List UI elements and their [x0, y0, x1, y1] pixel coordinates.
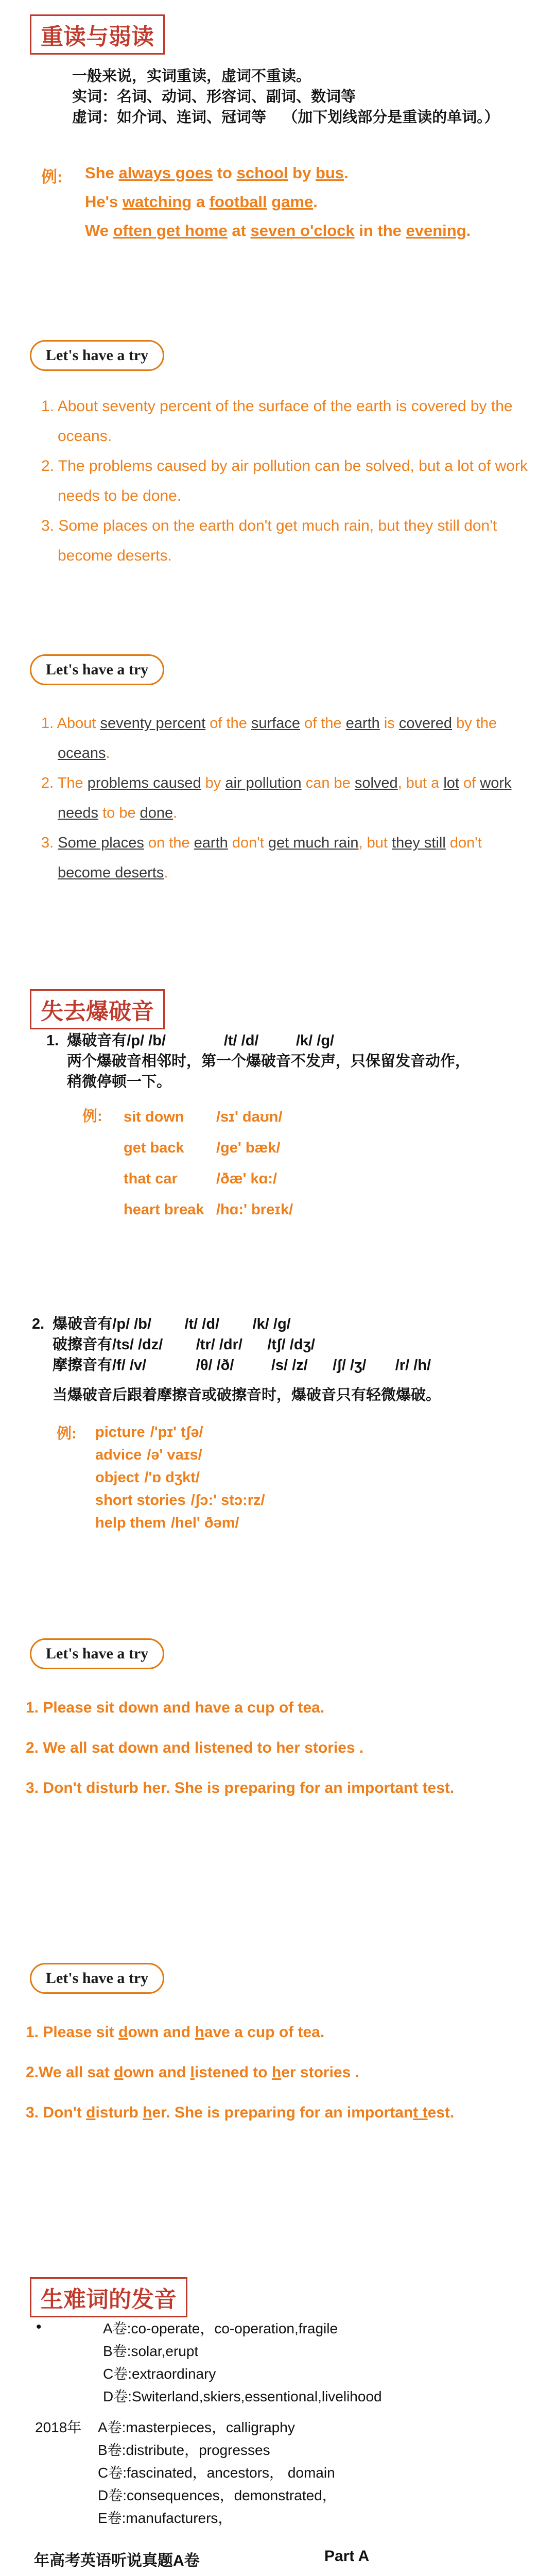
text-segment: 2.We all sat	[26, 2064, 114, 2081]
stressed-word: they still	[392, 835, 446, 851]
stress-examples	[85, 159, 471, 245]
example-word: advice	[95, 1447, 142, 1463]
exam-label: B卷:	[103, 2343, 131, 2359]
example-word: that car	[124, 1171, 178, 1187]
exam-words: fascinated，ancestors， domain	[127, 2465, 335, 2481]
stressed-word: problems caused	[87, 775, 201, 791]
text-segment: 1. About	[41, 715, 100, 732]
stressed-word: seventy percent	[100, 715, 206, 732]
exam-words: solar,erupt	[131, 2343, 199, 2359]
exam-row	[98, 2484, 337, 2507]
example-ipa: /hel' ðəm/	[170, 1515, 239, 1531]
text-segment: est.	[427, 2104, 455, 2121]
phonetic-example	[95, 1421, 265, 1444]
example-word: heart break	[124, 1201, 204, 1218]
text-segment: er. She is preparing for an importan	[152, 2104, 413, 2121]
text-segment: by	[288, 164, 316, 182]
slide-try-4	[0, 1953, 556, 2184]
exam-row	[103, 2385, 382, 2408]
rule-line: 虚词：如介词、连词、冠词等 （加下划线部分是重读的单词。）	[72, 109, 499, 126]
text-segment: 2. The	[41, 775, 88, 791]
try-list	[41, 392, 535, 571]
text-segment: don't	[445, 835, 482, 851]
lets-try-pill: Let's have a try	[30, 654, 164, 685]
text-segment: .	[313, 193, 318, 211]
list-item	[26, 2017, 520, 2048]
stressed-word: lot	[443, 775, 459, 791]
list-item: 3. Some places on the earth don't get much rain, but they still don't become deserts.	[41, 517, 497, 564]
text-segment: 3. Don't	[26, 2104, 86, 2121]
exam-label: E卷:	[98, 2510, 126, 2526]
example-word: picture	[95, 1424, 145, 1440]
exam-words: extraordinary	[132, 2366, 216, 2382]
text-segment: .	[106, 745, 110, 761]
exam-row	[103, 2340, 382, 2363]
list-item	[41, 708, 535, 768]
exam-row	[103, 2363, 382, 2385]
example-label: 例:	[41, 168, 63, 186]
example-ipa: /ge' bæk/	[216, 1140, 281, 1156]
stressed-word: earth	[194, 835, 228, 851]
phonetic-example	[95, 1489, 265, 1512]
stressed-word: d	[86, 2104, 96, 2121]
text-segment: by	[201, 775, 225, 791]
exam-words: masterpieces，calligraphy	[126, 2419, 295, 2435]
stressed-word: oceans	[58, 745, 106, 761]
slide-title: 重读与弱读	[30, 14, 165, 55]
stressed-word: game	[271, 193, 314, 211]
text-segment: can be	[301, 775, 355, 791]
text-segment: on the	[144, 835, 194, 851]
example-word: object	[95, 1469, 140, 1486]
list-item	[26, 2097, 520, 2128]
text-segment: 3.	[41, 835, 58, 851]
example-word: help them	[95, 1515, 166, 1531]
stressed-word: seven o'clock	[250, 222, 355, 240]
stressed-word: watching	[122, 193, 192, 211]
plosive-examples-1	[124, 1101, 293, 1225]
exam-label: D卷:	[103, 2388, 132, 2404]
try-list-marked	[26, 2017, 520, 2128]
list-item: 2. We all sat down and listened to her stories .	[26, 1739, 364, 1756]
text-segment	[267, 193, 272, 211]
text-segment: to be	[98, 805, 140, 821]
text-segment: to	[213, 164, 237, 182]
stressed-word: surface	[251, 715, 301, 732]
stressed-word: school	[236, 164, 288, 182]
exam-label: C卷:	[103, 2366, 132, 2382]
stressed-word: Some places	[58, 835, 144, 851]
example-word: sit down	[124, 1109, 184, 1125]
list-item: 1. Please sit down and have a cup of tea.	[26, 1699, 325, 1716]
text-segment: isturb	[95, 2104, 143, 2121]
stressed-word: often get home	[113, 222, 228, 240]
stressed-word: l	[190, 2064, 195, 2081]
exam-row	[98, 2462, 337, 2484]
slide-title: 失去爆破音	[30, 989, 165, 1029]
exam-words: co-operate，co-operation,fragile	[131, 2320, 338, 2336]
exam-label: A卷:	[98, 2419, 126, 2435]
text-segment: We	[85, 222, 113, 240]
text-segment: of the	[205, 715, 251, 732]
stressed-word: h	[195, 2024, 204, 2041]
stressed-word: earth	[345, 715, 380, 732]
year-label: 2018年	[35, 2419, 82, 2435]
stressed-word: always goes	[118, 164, 213, 182]
exam-label: D卷:	[98, 2487, 127, 2503]
example-sentence	[85, 159, 471, 188]
slide-title: 生难词的发音	[30, 2277, 187, 2317]
slide-try-1	[0, 330, 556, 639]
text-segment: istened to	[194, 2064, 272, 2081]
rule-line: 一般来说，实词重读，虚词不重读。	[72, 68, 311, 84]
text-segment: .	[164, 865, 168, 881]
example-word: short stories	[95, 1492, 186, 1509]
text-segment: She	[85, 164, 119, 182]
stressed-word: done	[140, 805, 173, 821]
list-item	[41, 768, 535, 828]
lets-try-pill: Let's have a try	[30, 1638, 164, 1669]
stressed-word: h	[143, 2104, 152, 2121]
bullet: •	[36, 2318, 42, 2335]
example-ipa: /'pɪ' tʃə/	[150, 1424, 203, 1440]
stressed-word: bus	[315, 164, 344, 182]
list-item: 1. About seventy percent of the surface of the earth is covered by the oceans.	[41, 398, 513, 445]
text-segment: , but a	[397, 775, 444, 791]
try-list-marked	[41, 708, 535, 888]
exam-words: Switerland,skiers,essentional,livelihood	[132, 2388, 382, 2404]
text-segment: at	[227, 222, 251, 240]
exam-words: distribute，progresses	[126, 2442, 270, 2458]
slide-try-3	[0, 1628, 556, 1896]
text-segment: is	[379, 715, 399, 732]
slide-stress	[0, 0, 556, 289]
example-ipa: /hɑ:' breɪk/	[216, 1201, 293, 1218]
example-sentence	[85, 188, 471, 216]
text-segment: He's	[85, 193, 123, 211]
text-segment: .	[344, 164, 349, 182]
phonetic-example	[124, 1163, 293, 1194]
try-list	[26, 1692, 520, 1804]
example-label: 例:	[82, 1108, 102, 1125]
text-segment: of	[459, 775, 480, 791]
list-item: 3. Don't disturb her. She is preparing for an important test.	[26, 1780, 455, 1797]
text-segment: a	[192, 193, 210, 211]
exam-word-list	[103, 2317, 382, 2408]
text-segment: ave a cup of tea.	[204, 2024, 325, 2041]
example-sentence	[85, 216, 471, 245]
slide-try-2	[0, 644, 556, 953]
exam-row	[98, 2507, 337, 2530]
exam-words: consequences，demonstrated，	[127, 2487, 337, 2503]
example-label: 例:	[57, 1426, 77, 1442]
example-ipa: /'ɒ dʒkt/	[144, 1469, 200, 1486]
phonetic-example	[124, 1101, 293, 1132]
list-item	[26, 2057, 520, 2088]
text-segment: in the	[354, 222, 406, 240]
stress-rules	[72, 66, 535, 128]
plosive-examples-2	[95, 1421, 265, 1534]
example-ipa: /ðæ' kɑ:/	[216, 1171, 277, 1187]
exam-label: C卷:	[98, 2465, 127, 2481]
text-segment: .	[466, 222, 471, 240]
phonetic-example	[124, 1132, 293, 1163]
lets-try-pill: Let's have a try	[30, 1963, 164, 1994]
slide-difficult-words	[0, 2267, 556, 2576]
exam-label: B卷:	[98, 2442, 126, 2458]
lets-try-pill: Let's have a try	[30, 340, 164, 371]
text-segment: .	[173, 805, 178, 821]
text-segment: 1. Please sit	[26, 2024, 119, 2041]
stressed-word: evening	[406, 222, 466, 240]
stressed-word: t t	[413, 2104, 428, 2121]
text-segment: own and	[128, 2024, 195, 2041]
list-item: 2. The problems caused by air pollution can be solved, but a lot of work needs to be done.	[41, 457, 528, 504]
section-heading: 年高考英语听说真题A卷	[34, 2552, 200, 2569]
text-segment: don't	[228, 835, 268, 851]
list-item	[41, 828, 535, 888]
part-label: Part A	[324, 2548, 370, 2565]
stressed-word: d	[114, 2064, 124, 2081]
slide-loss-of-plosion	[0, 979, 556, 1546]
exam-words: manufacturers，	[126, 2510, 233, 2526]
text-segment: er stories .	[281, 2064, 359, 2081]
stressed-word: air pollution	[225, 775, 302, 791]
stressed-word: covered	[398, 715, 453, 732]
exam-row	[98, 2416, 337, 2439]
phonetic-example	[124, 1194, 293, 1225]
exam-row	[98, 2439, 337, 2462]
example-ipa: /ə' vaɪs/	[147, 1447, 202, 1463]
stressed-word: h	[271, 2064, 282, 2081]
stressed-word: get much rain	[268, 835, 359, 851]
stressed-word: work needs	[58, 775, 512, 821]
phonetic-example	[95, 1512, 265, 1534]
plosive-rule-1: 1. 爆破音有/p/ /b/ /t/ /d/ /k/ /g/ 两个爆破音相邻时，第一个爆破音不发声，只保留发音动作， 稍微停顿一下。	[46, 1032, 471, 1090]
stressed-word: d	[118, 2024, 128, 2041]
text-segment: of the	[300, 715, 346, 732]
stressed-word: solved	[354, 775, 398, 791]
rule-line: 实词：名词、动词、形容词、副词、数词等	[72, 89, 356, 105]
exam-word-list-2018	[98, 2416, 337, 2530]
exam-label: A卷:	[103, 2320, 131, 2336]
example-ipa: /sɪ' daʊn/	[216, 1109, 283, 1125]
stressed-word: become deserts	[58, 865, 164, 881]
plosive-rule-2: 2. 爆破音有/p/ /b/ /t/ /d/ /k/ /g/ 破擦音有/ts/ /dz/ /tr/ /dr/ /tʃ/ /dʒ/ 摩擦音有/f/ /v/ /θ/ /ð/ /s/ /z/ /ʃ/ /ʒ/ /r/ /h/ 当爆破音后跟着摩擦音或破擦音时，爆破音只有轻微爆破。	[32, 1316, 441, 1403]
exam-row	[103, 2317, 382, 2340]
text-segment: own and	[123, 2064, 190, 2081]
phonetic-example	[95, 1466, 265, 1489]
stressed-word: football	[209, 193, 267, 211]
text-segment: by the	[452, 715, 497, 732]
text-segment: , but	[358, 835, 392, 851]
example-word: get back	[124, 1140, 184, 1156]
example-ipa: /ʃɔ:' stɔ:rz/	[190, 1492, 265, 1509]
phonetic-example	[95, 1444, 265, 1466]
